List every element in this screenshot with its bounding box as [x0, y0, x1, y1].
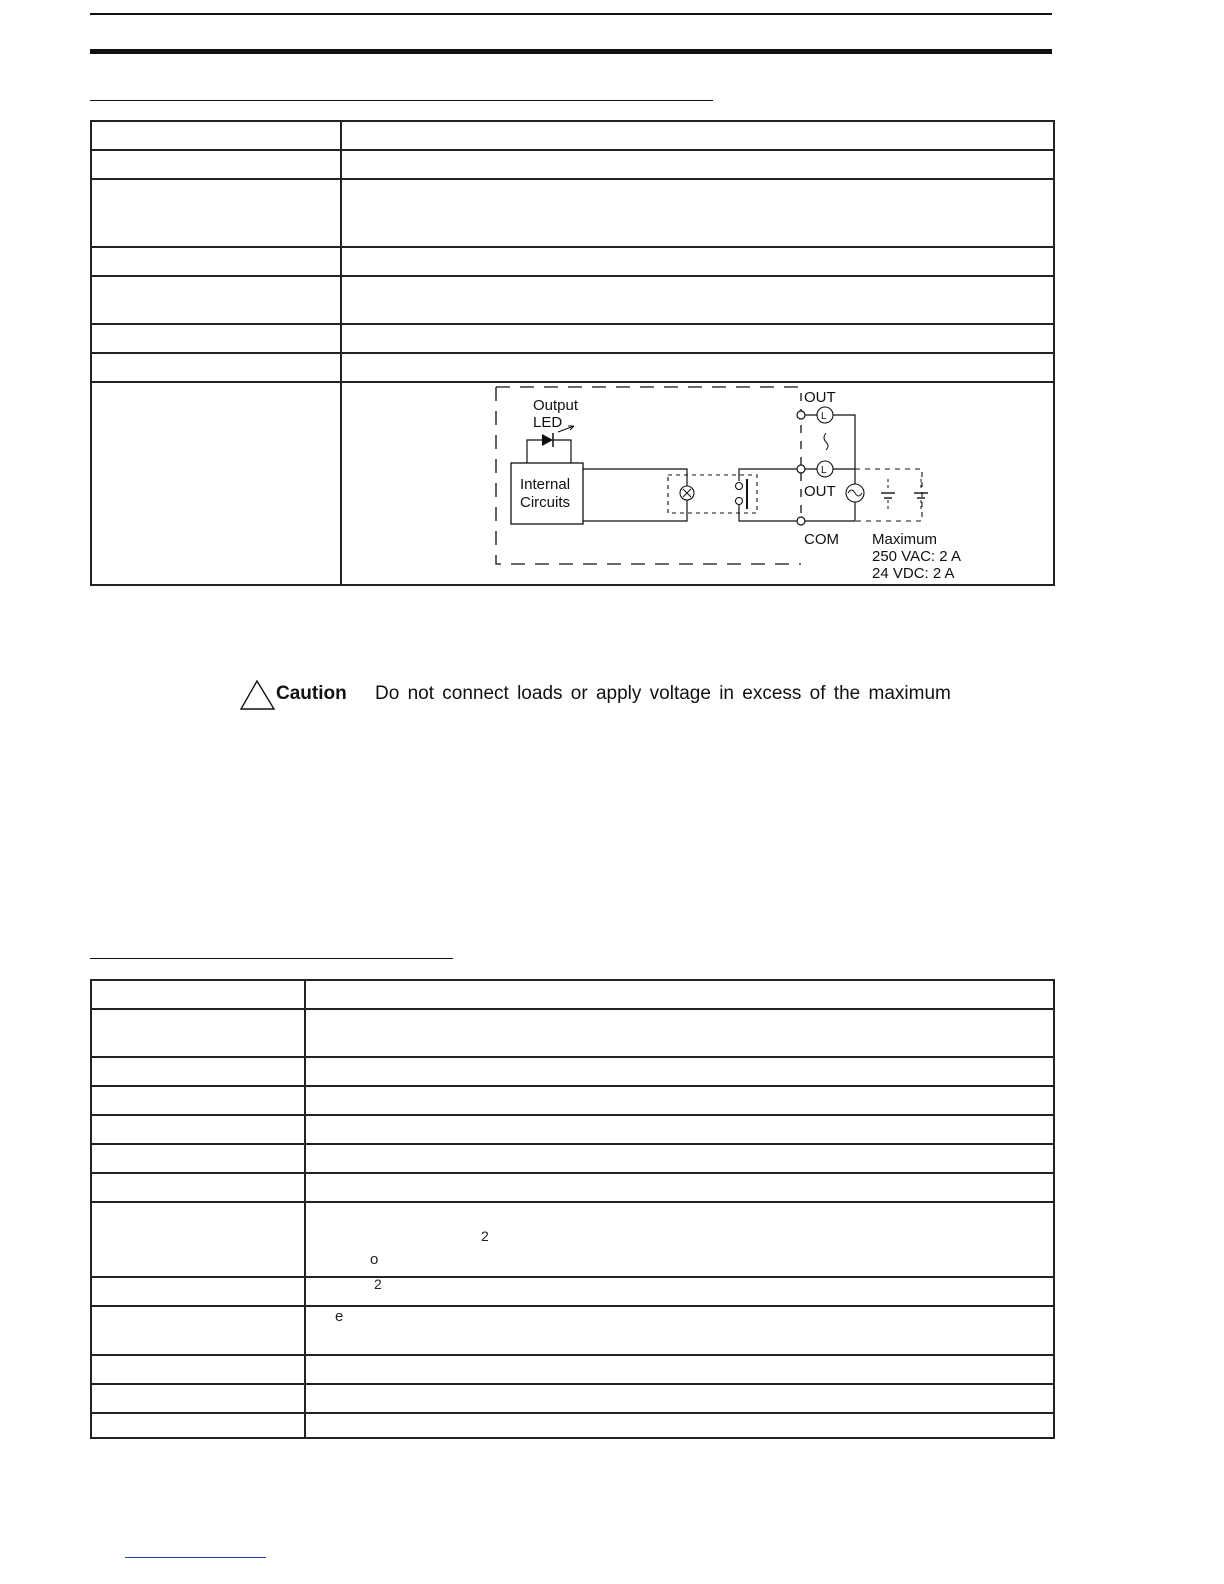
table-cell: [91, 1413, 305, 1438]
circuit-cell: [341, 382, 1054, 585]
table-cell: [341, 247, 1054, 276]
table-row: [91, 121, 1054, 150]
caution-notice: [240, 679, 1000, 713]
output-circuit-diagram: [342, 383, 1056, 584]
table-cell: [305, 1173, 1054, 1202]
dc-source-enclosure: [855, 469, 922, 521]
out-terminal-label-top: OUT: [804, 389, 836, 406]
footer-link-underline: [125, 1557, 266, 1558]
header-rule-thick: [90, 49, 1052, 54]
table-row: [91, 1057, 1054, 1086]
table-row: [91, 179, 1054, 247]
table-cell: [91, 1277, 305, 1306]
table-row: [91, 980, 1054, 1009]
table-cell: [91, 1173, 305, 1202]
table-row: [91, 1115, 1054, 1144]
section2-heading-underline: [90, 958, 453, 959]
table-cell: [305, 1413, 1054, 1438]
table-row: [91, 1355, 1054, 1384]
table-cell: [305, 1009, 1054, 1057]
table-cell: [91, 179, 341, 247]
table-row: [91, 247, 1054, 276]
internal-circuits-label-line1: Internal: [520, 476, 571, 493]
table-cell: [305, 1306, 1054, 1355]
table-row: [91, 1086, 1054, 1115]
table2-superscript: 2: [374, 1276, 382, 1292]
table-cell: [305, 1277, 1054, 1306]
table-cell: [91, 324, 341, 353]
caution-triangle-icon: [240, 679, 276, 711]
table-cell: [91, 1355, 305, 1384]
table-row: [91, 382, 1054, 585]
internal-circuits-label-line2: Circuits: [520, 494, 571, 511]
table-cell: [305, 1086, 1054, 1115]
terminal-out-bottom: [797, 465, 805, 473]
table-cell: [91, 980, 305, 1009]
out-terminal-label-bottom: OUT: [804, 483, 836, 500]
caution-label: Caution: [276, 683, 347, 704]
table-cell: [91, 1086, 305, 1115]
terminal-out-top: [797, 411, 805, 419]
spec-table-1: [90, 120, 1055, 586]
coil-wire: [583, 469, 687, 521]
led-wire: [527, 440, 571, 463]
table2-fragment-char: e: [335, 1308, 344, 1325]
table2-fragment-char: o: [370, 1251, 379, 1268]
table2-superscript: 2: [481, 1228, 489, 1244]
table-cell: [305, 1144, 1054, 1173]
caution-text: Do not connect loads or apply voltage in excess of the maximum: [375, 683, 951, 704]
section1-heading-underline: [90, 100, 713, 101]
table-cell: [91, 1144, 305, 1173]
table-cell: [91, 353, 341, 382]
table-row: [91, 1306, 1054, 1355]
table-row: [91, 1009, 1054, 1057]
table-cell: [91, 1057, 305, 1086]
table-cell: [305, 1057, 1054, 1086]
table-row: [91, 1173, 1054, 1202]
table-cell: [305, 1115, 1054, 1144]
table-row: [91, 1413, 1054, 1438]
table-cell: [91, 1115, 305, 1144]
table-cell: [341, 121, 1054, 150]
table-cell: [305, 1355, 1054, 1384]
table-cell: [305, 1384, 1054, 1413]
maximum-dc-rating: 24 VDC: 2 A: [872, 565, 955, 582]
terminal-com: [797, 517, 805, 525]
table-cell: [341, 150, 1054, 179]
table-cell: [341, 353, 1054, 382]
com-terminal-label: COM: [804, 531, 839, 548]
table-cell: [91, 1009, 305, 1057]
table-cell: [305, 1202, 1054, 1277]
table-cell: [91, 121, 341, 150]
continuation-squiggle-icon: [824, 433, 828, 450]
maximum-ac-rating: 250 VAC: 2 A: [872, 548, 961, 565]
load-lamp-symbol: L: [821, 465, 827, 476]
header-rule-thin: [90, 13, 1052, 15]
load-lamp-symbol: L: [821, 411, 827, 422]
table-row: [91, 1144, 1054, 1173]
spec-table-2: [90, 979, 1055, 1439]
table-cell: [91, 1306, 305, 1355]
relay-contact-wire: [739, 469, 801, 521]
table-cell: [91, 247, 341, 276]
maximum-title: Maximum: [872, 531, 938, 548]
table-row: [91, 1384, 1054, 1413]
output-led-label-line2: LED: [533, 414, 563, 431]
table-cell: [91, 382, 341, 585]
table-cell: [341, 179, 1054, 247]
relay-contact-icon: [736, 483, 743, 490]
output-led-label-line1: Output: [533, 397, 579, 414]
table-row: [91, 276, 1054, 324]
table-cell: [341, 324, 1054, 353]
table-cell: [91, 150, 341, 179]
table-row: [91, 324, 1054, 353]
table-cell: [305, 980, 1054, 1009]
table-cell: [341, 276, 1054, 324]
table-cell: [91, 1384, 305, 1413]
table-row: [91, 150, 1054, 179]
table-row: [91, 1202, 1054, 1277]
table-row: [91, 1277, 1054, 1306]
table-row: [91, 353, 1054, 382]
table-cell: [91, 276, 341, 324]
table-cell: [91, 1202, 305, 1277]
